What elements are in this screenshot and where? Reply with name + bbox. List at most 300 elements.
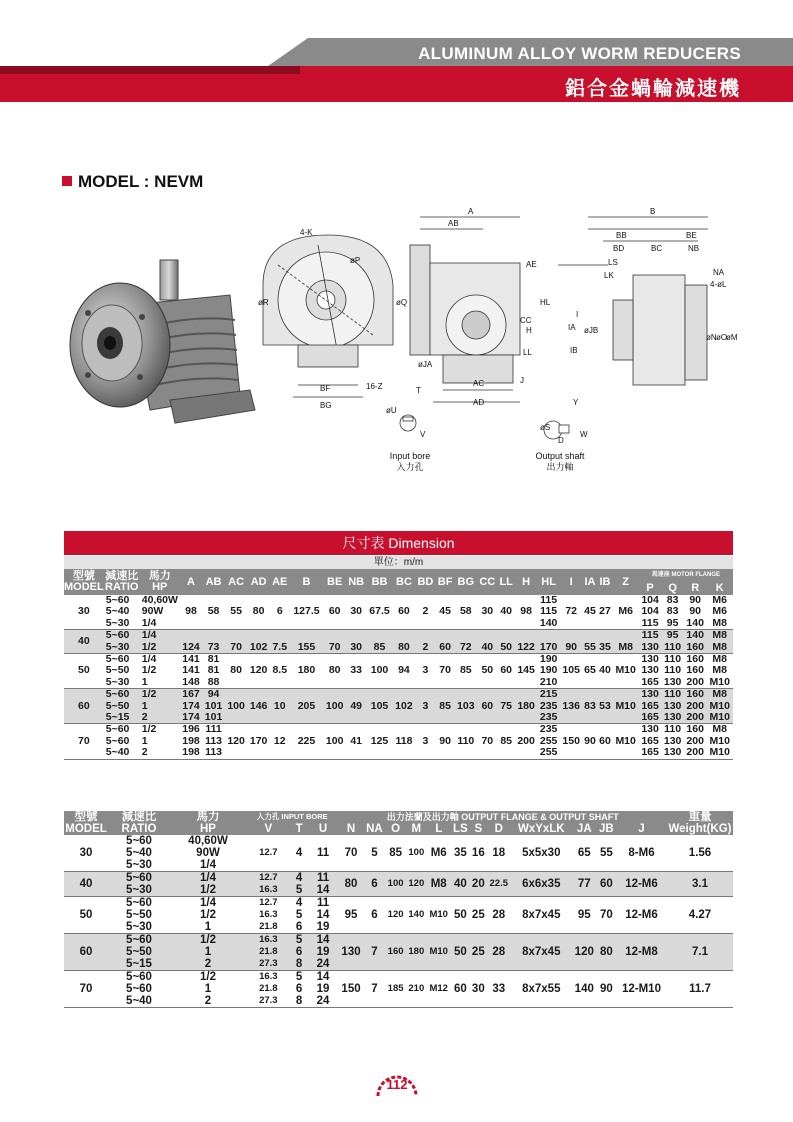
output-cell: 6x6x35 (511, 872, 572, 897)
hp-cell: 1/2 (200, 909, 216, 921)
svg-text:B: B (650, 207, 656, 216)
value-cell: M8 (706, 618, 733, 630)
col-header: A (180, 569, 203, 595)
input-bore-cell: 8 (291, 958, 308, 971)
ratio-cell: 5~60 (105, 653, 130, 666)
value-cell: 255 (539, 734, 558, 747)
value-cell (323, 630, 346, 642)
output-cell: 6 (364, 872, 386, 897)
model-cell: 40 (64, 630, 104, 654)
input-bore-cell: 21.8 (259, 983, 278, 994)
svg-text:BB: BB (616, 231, 627, 240)
value-cell (225, 689, 248, 701)
svg-text:I: I (576, 310, 579, 319)
value-cell (436, 677, 455, 689)
col-header: BF (436, 569, 455, 595)
table-row (64, 701, 733, 712)
value-cell: 81 (207, 653, 220, 666)
output-cell: 35 (451, 835, 470, 872)
value-cell: 94 (398, 664, 410, 677)
value-cell (346, 618, 366, 630)
input-bore-cell: 12.7 (259, 847, 278, 858)
svg-text:Y: Y (573, 398, 579, 407)
input-bore-cell: 27.3 (246, 995, 291, 1008)
output-cell: M6 (427, 835, 451, 872)
output-cell: 210 (406, 971, 427, 1008)
hp-cell: 1 (204, 983, 212, 995)
value-cell (393, 689, 416, 701)
value-cell (582, 630, 597, 642)
model-cell: 30 (64, 595, 104, 630)
value-cell (270, 618, 290, 630)
value-cell (477, 712, 497, 724)
ratio-cell: 5~40 (105, 605, 130, 618)
ratio-cell: 5~40 (126, 847, 152, 859)
col-hp: 馬力 HP (140, 569, 180, 595)
col-header: L (427, 823, 451, 835)
hp-cell: 1/4 (200, 897, 216, 909)
header-dark-stripe (0, 66, 300, 74)
svg-text:AC: AC (473, 379, 485, 388)
header-title-en: ALUMINUM ALLOY WORM REDUCERS (418, 44, 741, 63)
output-cell: 8x7x45 (511, 897, 572, 934)
value-cell (613, 618, 639, 630)
ratio-cell: 5~60 (126, 897, 152, 909)
value-cell (323, 618, 346, 630)
value-cell: 130 (639, 642, 662, 654)
col-header: BC (393, 569, 416, 595)
col-header: P (639, 582, 662, 595)
output-cell: M8 (427, 872, 451, 897)
col-header: R (684, 582, 707, 595)
output-shaft-en: Output shaft (535, 451, 585, 461)
value-cell (582, 677, 597, 689)
value-cell (498, 747, 515, 759)
ratio-cell: 5~50 (108, 946, 170, 958)
value-cell: 165 (641, 734, 659, 747)
svg-text:NB: NB (688, 244, 700, 253)
value-cell: 190 (539, 664, 558, 677)
output-cell: M12 (427, 971, 451, 1008)
value-cell (323, 712, 346, 724)
input-bore-cell (246, 835, 291, 847)
value-cell (225, 747, 248, 759)
weight-cell: 4.27 (667, 897, 733, 934)
hp-cell: 1/4 (141, 653, 157, 666)
value-cell: 50 (498, 642, 515, 654)
value-cell: 200 (686, 734, 704, 747)
value-cell (290, 677, 324, 689)
value-cell: 70 (225, 642, 248, 654)
col-header: NB (346, 569, 366, 595)
value-cell: 60 (436, 642, 455, 654)
value-cell: 104 (641, 594, 659, 606)
value-cell (560, 712, 583, 724)
input-bore-cell: 12.7 (259, 897, 278, 908)
value-cell: 45 (584, 605, 596, 618)
col-header: LS (451, 823, 470, 835)
value-cell (270, 712, 290, 724)
output-cell: 28 (487, 897, 511, 934)
value-cell (613, 677, 639, 689)
value-cell: 3 (422, 734, 429, 747)
value-cell (515, 689, 538, 701)
value-cell: 215 (537, 689, 560, 701)
value-cell: 60 (477, 701, 497, 712)
output-cell: 40 (451, 872, 470, 897)
value-cell: 130 (663, 734, 682, 747)
value-cell: 160 (686, 723, 704, 736)
svg-text:øJA: øJA (418, 360, 433, 369)
value-cell: 55 (584, 640, 596, 653)
value-cell (225, 712, 248, 724)
ratio-cell: 5~30 (108, 884, 170, 897)
value-cell: 85 (366, 642, 392, 654)
output-cell: 100 (385, 872, 406, 897)
svg-text:øQ: øQ (396, 298, 408, 307)
value-cell: 6 (276, 605, 283, 618)
ratio-cell: 5~40 (104, 747, 140, 759)
value-cell: 100 (370, 664, 389, 677)
value-cell: 210 (537, 677, 560, 689)
value-cell (515, 630, 538, 642)
value-cell: 130 (641, 653, 659, 666)
col-header: AE (270, 569, 290, 595)
col-input-bore: 入力孔 INPUT BORE (246, 811, 339, 823)
svg-text:AE: AE (526, 260, 537, 269)
value-cell: 127.5 (293, 605, 320, 618)
value-cell: 225 (297, 734, 316, 747)
value-cell: 130 (661, 712, 684, 724)
value-cell: 198 (182, 734, 200, 747)
col-header: N (339, 823, 364, 835)
value-cell (597, 618, 612, 630)
value-cell: 58 (207, 605, 220, 618)
output-cell: 120 (572, 934, 597, 971)
value-cell: 180 (515, 701, 538, 712)
value-cell: 130 (661, 677, 684, 689)
value-cell (346, 712, 366, 724)
input-bore-cell (308, 835, 339, 847)
value-cell (436, 689, 455, 701)
value-cell (498, 712, 515, 724)
hp-cell: 2 (140, 712, 180, 724)
input-bore-cell: 16.3 (246, 884, 291, 897)
value-cell: 98 (520, 605, 532, 618)
value-cell: 80 (393, 642, 416, 654)
ratio-cell: 5~60 (105, 594, 130, 606)
value-cell (225, 618, 248, 630)
value-cell: 33 (350, 664, 362, 677)
ratio-cell: 5~40 (108, 995, 170, 1008)
value-cell: 130 (661, 747, 684, 759)
col-header: V (246, 823, 291, 835)
value-cell: 70 (439, 664, 451, 677)
value-cell (366, 630, 392, 642)
value-cell (537, 630, 560, 642)
ratio-cell: 5~30 (108, 921, 170, 934)
hp-cell: 1 (170, 921, 246, 934)
value-cell: 140 (684, 630, 707, 642)
output-cell: 30 (470, 971, 487, 1008)
value-cell (247, 689, 270, 701)
value-cell (393, 618, 416, 630)
value-cell (366, 747, 392, 759)
svg-text:IB: IB (570, 346, 578, 355)
col-header: D (487, 823, 511, 835)
value-cell (247, 630, 270, 642)
value-cell (455, 677, 478, 689)
svg-text:T: T (416, 386, 421, 395)
model-heading (62, 172, 203, 192)
output-cell: 60 (597, 872, 616, 897)
col-header: BE (323, 569, 346, 595)
value-cell: 140 (537, 618, 560, 630)
output-cell: 50 (451, 934, 470, 971)
value-cell: 2 (415, 642, 435, 654)
value-cell: 130 (639, 689, 662, 701)
input-bore-cell: 12.7 (246, 872, 291, 885)
value-cell: 165 (639, 747, 662, 759)
value-cell: M6 (712, 594, 728, 606)
value-cell: M6 (712, 605, 728, 618)
value-cell (455, 712, 478, 724)
value-cell: 81 (207, 664, 220, 677)
ratio-cell: 5~30 (104, 642, 140, 654)
output-cell: 12-M10 (616, 971, 667, 1008)
svg-text:LS: LS (608, 258, 618, 267)
value-cell: 200 (684, 712, 707, 724)
value-cell (415, 630, 435, 642)
svg-text:øN: øN (706, 333, 717, 342)
value-cell: 120 (227, 734, 245, 747)
col-header: T (291, 823, 308, 835)
table-row (64, 665, 733, 676)
value-cell (597, 630, 612, 642)
value-cell: 53 (599, 699, 611, 712)
col-weight: 重量 Weight(KG) (668, 811, 732, 835)
value-cell (477, 677, 497, 689)
value-cell (477, 618, 497, 630)
hp-cell: 2 (170, 995, 246, 1008)
input-bore-cell: 5 (295, 971, 303, 983)
value-cell (270, 689, 290, 701)
col-header: HL (537, 569, 560, 595)
input-bore-cell: 4 (295, 897, 303, 909)
output-cell: 12-M6 (616, 872, 667, 897)
value-cell: M8 (613, 642, 639, 654)
table-row (64, 618, 733, 630)
value-cell: 255 (537, 747, 560, 759)
value-cell: 101 (202, 712, 225, 724)
col-header: WxYxLK (511, 823, 572, 835)
output-cell: 140 (572, 971, 597, 1008)
input-bore-cell: 6 (291, 946, 308, 958)
col-model: 型號 MODEL (64, 570, 104, 593)
svg-text:W: W (580, 430, 588, 439)
col-header: Z (613, 569, 639, 595)
value-cell: 115 (639, 618, 662, 630)
value-cell (323, 677, 346, 689)
col-header: BD (415, 569, 435, 595)
value-cell: 35 (599, 640, 611, 653)
value-cell (597, 712, 612, 724)
value-cell (515, 747, 538, 759)
value-cell (393, 747, 416, 759)
value-cell (366, 712, 392, 724)
model-label: MODEL : NEVM (78, 172, 204, 191)
value-cell: 196 (182, 723, 200, 736)
value-cell: 174 (180, 712, 203, 724)
value-cell (560, 677, 583, 689)
value-cell (270, 630, 290, 642)
ratio-cell: 5~30 (108, 859, 170, 872)
value-cell (290, 618, 324, 630)
value-cell: 40 (599, 664, 611, 677)
value-cell: 235 (537, 712, 560, 724)
ratio-cell: 5~30 (104, 618, 140, 630)
value-cell: 115 (540, 594, 558, 606)
weight-cell: 1.56 (667, 835, 733, 872)
value-cell: 105 (366, 701, 392, 712)
value-cell: 85 (500, 734, 512, 747)
output-cell: 33 (487, 971, 511, 1008)
value-cell: 94 (202, 689, 225, 701)
value-cell: 235 (539, 723, 558, 736)
output-cell: 5 (364, 835, 386, 872)
output-cell: 25 (470, 897, 487, 934)
value-cell: 10 (270, 701, 290, 712)
value-cell: M10 (615, 664, 636, 677)
hp-cell: 1 (140, 701, 180, 712)
value-cell: 2 (422, 605, 429, 618)
input-bore-cell: 11 (308, 872, 339, 885)
output-cell: 18 (487, 835, 511, 872)
hp-cell: 1 (141, 734, 148, 747)
value-cell: 111 (205, 723, 222, 736)
col-header: JB (597, 823, 616, 835)
input-bore-cell: 16.3 (259, 909, 278, 920)
output-cell: 80 (597, 934, 616, 971)
value-cell: 200 (684, 701, 707, 712)
value-cell: 165 (639, 677, 662, 689)
col-header: S (470, 823, 487, 835)
svg-text:øM: øM (726, 333, 738, 342)
value-cell: 148 (180, 677, 203, 689)
svg-text:BD: BD (613, 244, 625, 253)
value-cell: 110 (661, 689, 684, 701)
value-cell (582, 747, 597, 759)
value-cell (393, 677, 416, 689)
value-cell (346, 677, 366, 689)
value-cell (202, 618, 225, 630)
output-cell: 160 (385, 934, 406, 971)
value-cell (366, 689, 392, 701)
dimension-drawing (258, 205, 738, 475)
output-cell: 120 (406, 872, 427, 897)
value-cell (455, 747, 478, 759)
ratio-cell: 5~60 (126, 983, 152, 995)
input-bore-cell: 14 (316, 909, 330, 921)
value-cell: 167 (180, 689, 203, 701)
value-cell: 110 (661, 642, 684, 654)
input-bore-cell (246, 859, 291, 872)
output-cell: 8-M6 (616, 835, 667, 872)
value-cell: 90 (689, 605, 702, 618)
col-header: H (515, 569, 538, 595)
value-cell: 100 (323, 701, 346, 712)
svg-text:J: J (520, 376, 524, 385)
value-cell: 80 (230, 664, 242, 677)
value-cell (270, 747, 290, 759)
col-header: BG (455, 569, 478, 595)
col-header: Q (661, 582, 684, 595)
value-cell: 122 (515, 642, 538, 654)
value-cell: 83 (666, 594, 679, 606)
value-cell: 130 (661, 701, 684, 712)
value-cell: 90 (560, 642, 583, 654)
output-cell: 80 (339, 872, 364, 897)
svg-text:øP: øP (350, 256, 361, 265)
value-cell: 235 (537, 701, 560, 712)
ratio-cell: 5~50 (105, 664, 130, 677)
value-cell: M10 (709, 734, 730, 747)
col-header: LL (498, 569, 515, 595)
value-cell: 160 (684, 689, 707, 701)
dimension-table-title: 尺寸表 Dimension (64, 531, 733, 555)
output-cell: 6 (364, 897, 386, 934)
value-cell (346, 747, 366, 759)
value-cell: 83 (666, 605, 679, 618)
input-bore-cell: 14 (316, 971, 330, 983)
value-cell: M10 (706, 677, 733, 689)
model-cell: 40 (64, 872, 108, 897)
value-cell: 12 (273, 734, 286, 747)
ratio-cell: 5~15 (104, 712, 140, 724)
value-cell: 155 (290, 642, 324, 654)
value-cell (436, 747, 455, 759)
output-cell: 150 (339, 971, 364, 1008)
ratio-cell: 5~60 (104, 630, 140, 642)
value-cell: 170 (249, 734, 268, 747)
value-cell: 190 (539, 653, 558, 666)
output-cell: 120 (385, 897, 406, 934)
hp-cell: 40,60W (188, 835, 228, 847)
value-cell (415, 677, 435, 689)
value-cell: 60 (328, 605, 341, 618)
input-bore-cell: 14 (308, 934, 339, 947)
value-cell: 174 (180, 701, 203, 712)
value-cell (582, 689, 597, 701)
output-cell: 85 (385, 835, 406, 872)
output-shaft-caption (525, 451, 595, 473)
weight-cell: 11.7 (667, 971, 733, 1008)
value-cell: 100 (325, 734, 344, 747)
ratio-cell: 5~50 (126, 909, 152, 921)
value-cell: 60 (398, 605, 410, 618)
label-oR: øR (258, 298, 269, 307)
value-cell: 150 (562, 734, 580, 747)
value-cell: M10 (613, 701, 639, 712)
value-cell: M8 (712, 653, 728, 666)
svg-text:LK: LK (604, 271, 614, 280)
page-number: 112 (386, 1077, 408, 1092)
value-cell: 83 (584, 699, 596, 712)
col-hp: 馬力 HP (170, 811, 246, 835)
hp-cell: 1/2 (200, 971, 216, 983)
value-cell: 80 (252, 605, 265, 618)
svg-text:NA: NA (713, 268, 725, 277)
